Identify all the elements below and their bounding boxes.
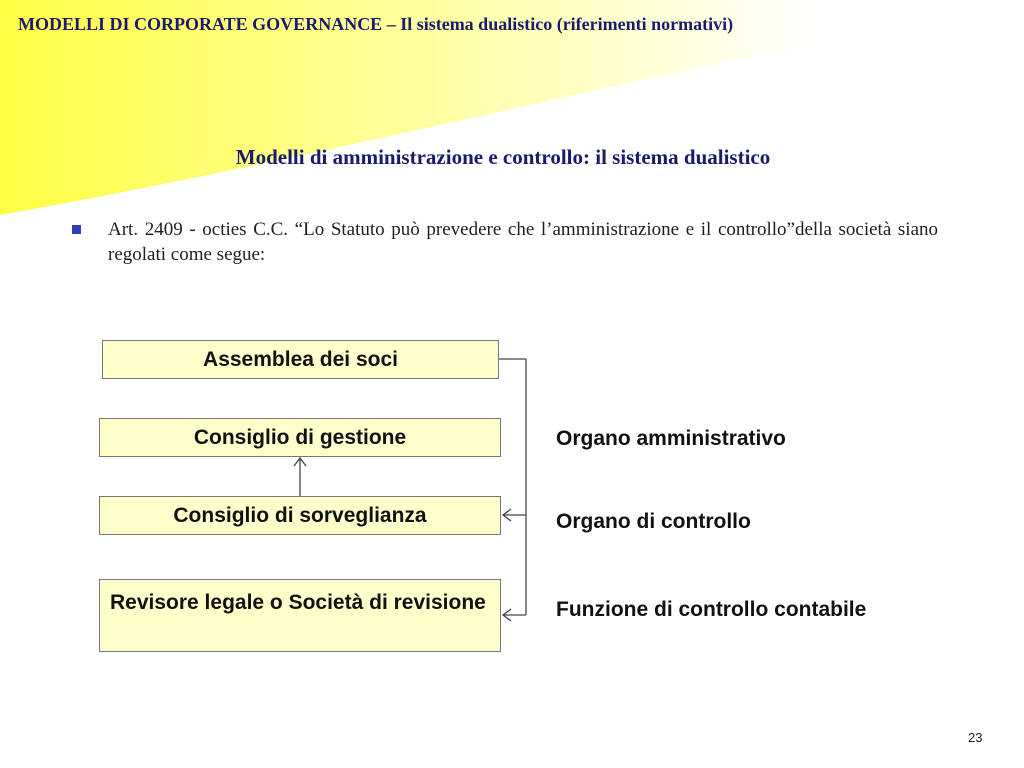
box-consiglio-di-sorveglianza: Consiglio di sorveglianza [99,496,501,535]
box-assemblea-dei-soci: Assemblea dei soci [102,340,499,379]
slide-header-title: MODELLI DI CORPORATE GOVERNANCE – Il sistema dualistico (riferimenti normativi) [18,14,734,34]
page-number: 23 [968,730,983,745]
slide-subtitle: Modelli di amministrazione e controllo: il sistema dualistico [235,145,771,169]
label-organo-amministrativo: Organo amministrativo [556,427,786,450]
box-consiglio-di-gestione: Consiglio di gestione [99,418,501,457]
label-funzione-controllo-contabile: Funzione di controllo contabile [556,598,867,621]
bullet-text: Art. 2409 - octies C.C. “Lo Statuto può prevedere che l’amministrazione e il controllo”della società siano regolati come segue: [108,219,938,265]
box-revisore-legale: Revisore legale o Società di revisione [99,579,501,652]
label-organo-di-controllo: Organo di controllo [556,510,751,533]
